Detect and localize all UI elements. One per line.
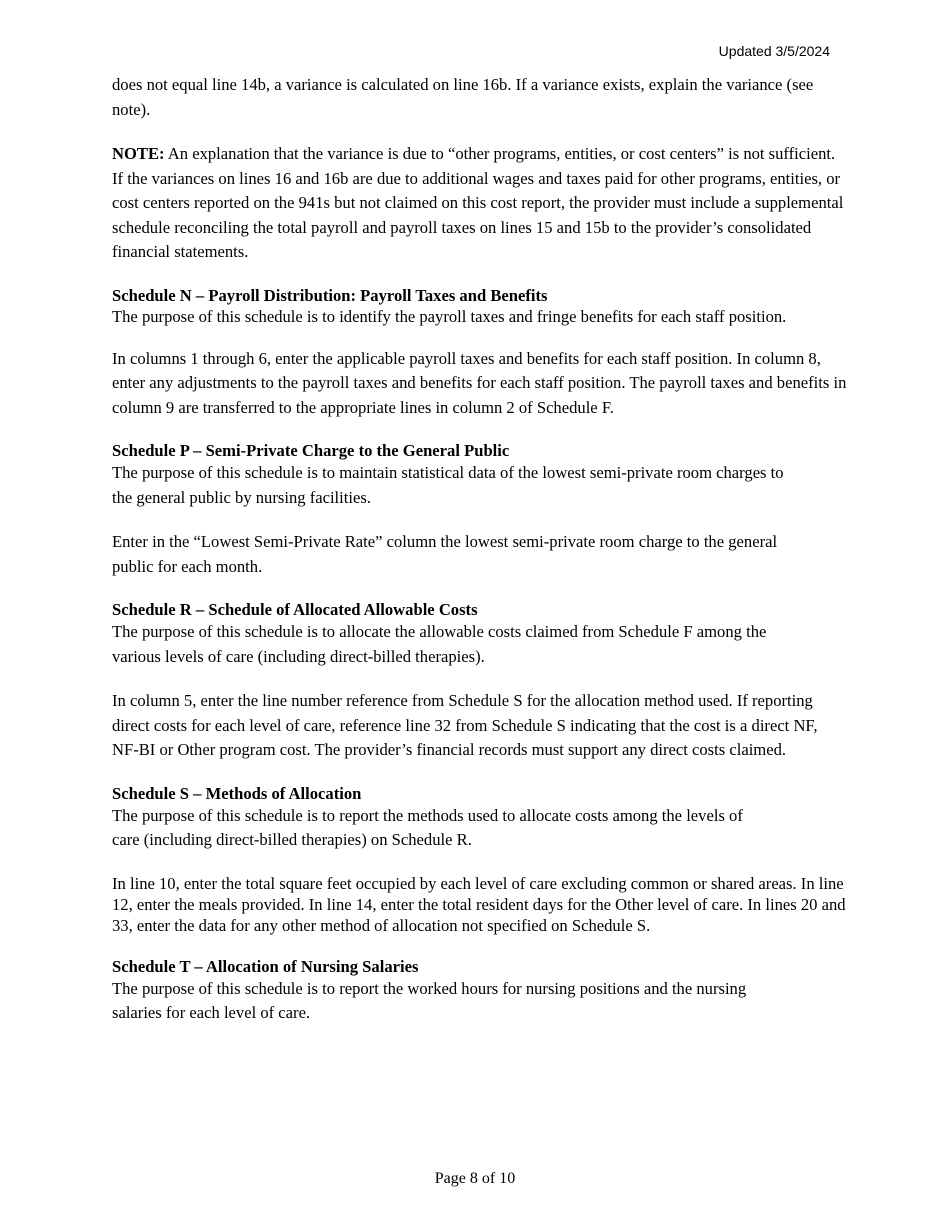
schedule-s-heading: Schedule S – Methods of Allocation	[112, 783, 362, 803]
note-label: NOTE:	[112, 144, 165, 163]
schedule-p-purpose: The purpose of this schedule is to maintain statistical data of the lowest semi-private room charges to the general public by nursing facilities.	[112, 463, 784, 507]
page-number: Page 8 of 10	[434, 1170, 516, 1187]
schedule-n-purpose: The purpose of this schedule is to identify the payroll taxes and fringe benefits for each staff position.	[112, 306, 787, 326]
note-paragraph	[112, 142, 848, 265]
document-body	[112, 73, 848, 1026]
schedule-p-instructions: Enter in the “Lowest Semi-Private Rate” column the lowest semi-private room charge to the general public for each month.	[112, 532, 778, 576]
continued-paragraph: does not equal line 14b, a variance is calculated on line 16b. If a variance exists, explain the variance (see note).	[112, 75, 814, 119]
updated-date: Updated 3/5/2024	[718, 43, 830, 59]
schedule-n-instructions: In columns 1 through 6, enter the applicable payroll taxes and benefits for each staff position. In column 8, enter any adjustments to the payroll taxes and benefits for each staff position. The payroll taxes and benefits in column 9 are transferred to the appropriate lines in column 2 of Schedule F.	[112, 348, 847, 417]
schedule-s-purpose: The purpose of this schedule is to report the methods used to allocate costs among the levels of care (including direct-billed therapies) on Schedule R.	[112, 805, 743, 849]
note-text: An explanation that the variance is due to “other programs, entities, or cost centers” is not sufficient. If the variances on lines 16 and 16b are due to additional wages and taxes paid for other programs, entities, or cost centers reported on the 941s but not claimed on this cost report, the provider must include a supplemental schedule reconciling the total payroll and payroll taxes on lines 15 and 15b to the provider’s consolidated financial statements.	[112, 144, 844, 261]
schedule-p-heading: Schedule P – Semi-Private Charge to the General Public	[112, 441, 510, 460]
schedule-t-purpose: The purpose of this schedule is to report the worked hours for nursing positions and the nursing salaries for each level of care.	[112, 978, 747, 1022]
schedule-s-instructions: In line 10, enter the total square feet occupied by each level of care excluding common or shared areas. In line 12, enter the meals provided. In line 14, enter the total resident days for the Other level of care. In lines 20 and 33, enter the data for any other method of allocation not specified on Schedule S.	[112, 873, 846, 935]
schedule-n-heading: Schedule N – Payroll Distribution: Payroll Taxes and Benefits	[112, 285, 548, 305]
schedule-t-heading: Schedule T – Allocation of Nursing Salaries	[112, 956, 419, 976]
schedule-r-heading: Schedule R – Schedule of Allocated Allowable Costs	[112, 600, 478, 619]
schedule-r-instructions: In column 5, enter the line number reference from Schedule S for the allocation method used. If reporting direct costs for each level of care, reference line 32 from Schedule S indicating that the cost is a direct NF, NF-BI or Other program cost. The provider’s financial records must support any direct costs claimed.	[112, 691, 818, 759]
schedule-r-purpose: The purpose of this schedule is to allocate the allowable costs claimed from Schedule F among the various levels of care (including direct-billed therapies).	[112, 622, 767, 666]
